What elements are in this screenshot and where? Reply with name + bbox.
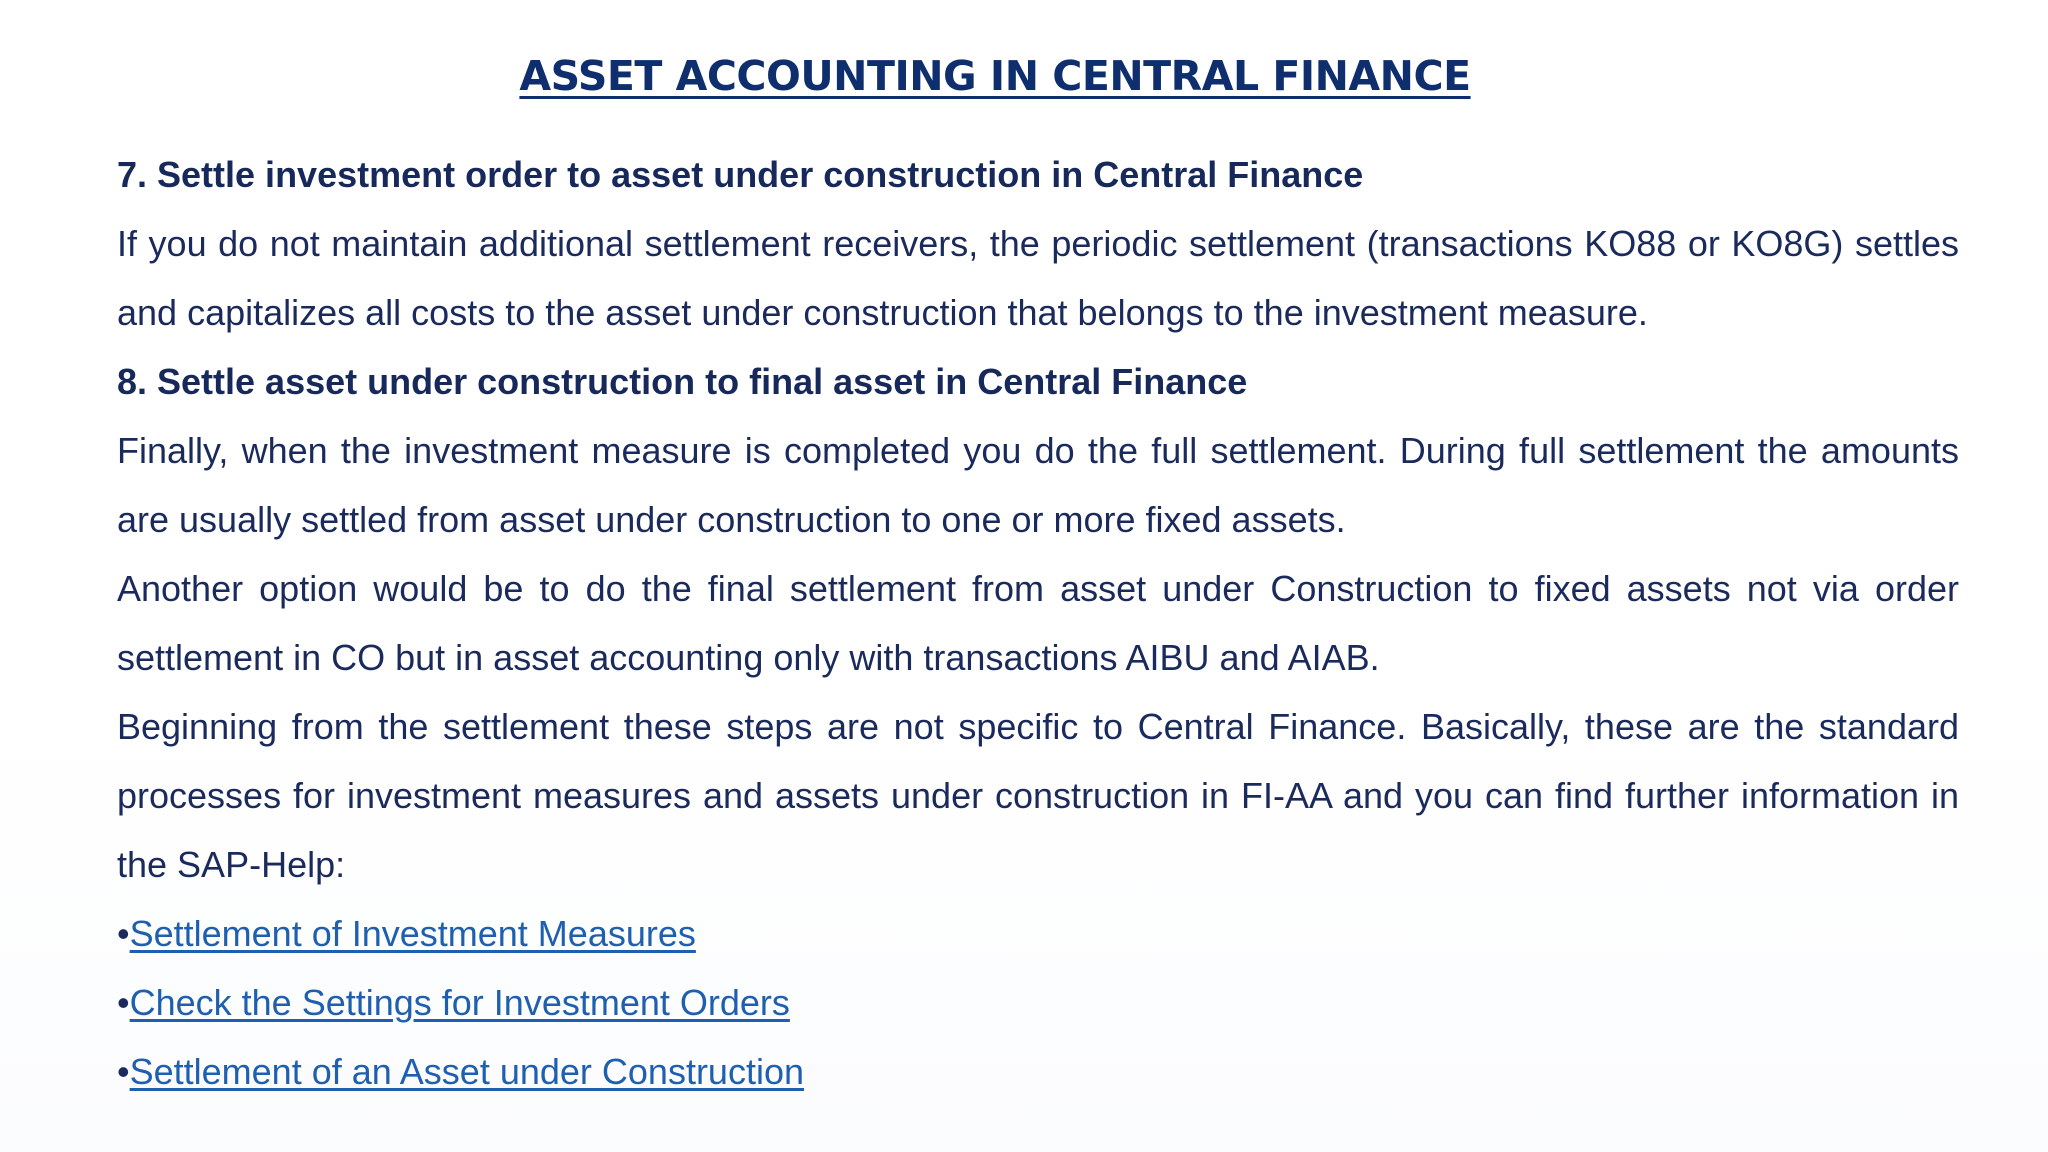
bullet: • xyxy=(117,982,130,1023)
bullet: • xyxy=(117,1051,130,1092)
section-7-paragraph: If you do not maintain additional settlement receivers, the periodic settlement (transactions KO88 or KO8G) settles and capitalizes all costs to the asset under construction that belongs to the investment measure. xyxy=(117,223,1959,333)
section-8-paragraph-2: Another option would be to do the final settlement from asset under Construction to fixed assets not via order settlement in CO but in asset accounting only with transactions AIBU and AIAB. xyxy=(117,568,1959,678)
link-item xyxy=(117,899,1959,968)
section-heading-7: 7. Settle investment order to asset under construction in Central Finance xyxy=(117,154,1364,195)
page-title: ASSET ACCOUNTING IN CENTRAL FINANCE xyxy=(519,52,1471,100)
bullet: • xyxy=(117,913,130,954)
section-heading-8: 8. Settle asset under construction to final asset in Central Finance xyxy=(117,361,1248,402)
link-item xyxy=(117,968,1959,1037)
link-item xyxy=(117,1037,1959,1106)
link-settlement-of-investment-measures[interactable]: Settlement of Investment Measures xyxy=(129,913,696,954)
slide-content xyxy=(117,140,1959,1106)
link-settlement-of-asset-under-construction[interactable]: Settlement of an Asset under Construction xyxy=(129,1051,804,1092)
section-8-paragraph-3: Beginning from the settlement these steps are not specific to Central Finance. Basically, these are the standard processes for investment measures and assets under construction in FI-AA and you can find further information in the SAP-Help: xyxy=(117,706,1959,885)
link-check-settings-investment-orders[interactable]: Check the Settings for Investment Orders xyxy=(129,982,790,1023)
section-8-paragraph-1: Finally, when the investment measure is completed you do the full settlement. During full settlement the amounts are usually settled from asset under construction to one or more fixed assets. xyxy=(117,430,1959,540)
